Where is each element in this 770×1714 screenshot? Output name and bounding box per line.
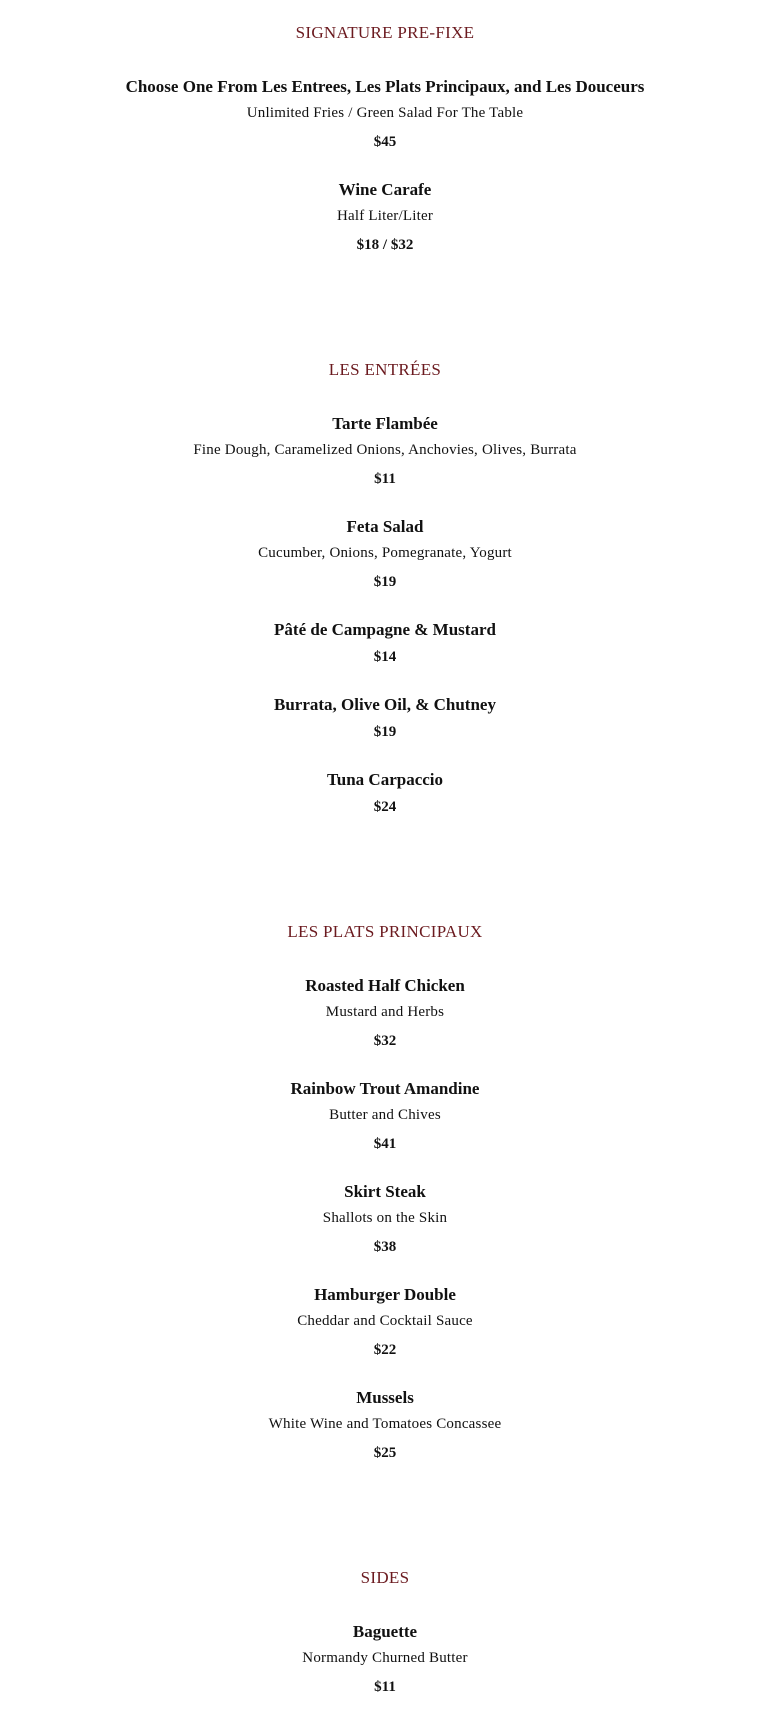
item-price: $11 [374,1679,396,1695]
item-price: $38 [373,1239,397,1255]
menu-item [0,516,770,592]
item-price: $45 [373,134,397,150]
item-description: Normandy Churned Butter [302,1650,468,1666]
menu-item [0,1284,770,1360]
menu-item [0,1621,770,1697]
item-name: Tarte Flambée [332,414,438,433]
item-description: White Wine and Tomatoes Concassee [268,1416,502,1432]
item-price: $18 / $32 [356,237,414,253]
item-description: Cheddar and Cocktail Sauce [297,1313,473,1329]
section-signature-pre-fixe [0,22,770,255]
item-name: Wine Carafe [338,180,432,199]
menu-item [0,179,770,255]
menu-item [0,769,770,817]
item-name: Mussels [356,1388,414,1407]
item-price: $14 [373,649,397,665]
item-description: Fine Dough, Caramelized Onions, Anchovies, Olives, Burrata [193,442,577,458]
item-name: Choose One From Les Entrees, Les Plats Principaux, and Les Douceurs [125,77,645,96]
menu-item [0,1387,770,1463]
section-title: SIDES [360,1568,410,1587]
item-name: Burrata, Olive Oil, & Chutney [274,695,496,714]
item-name: Baguette [352,1622,418,1641]
section-les-plats-principaux [0,921,770,1463]
menu-item [0,975,770,1051]
menu-item [0,413,770,489]
menu-item [0,76,770,152]
item-price: $19 [373,574,397,590]
menu-item [0,1181,770,1257]
section-title: LES PLATS PRINCIPAUX [287,922,483,941]
item-name: Roasted Half Chicken [305,976,465,995]
item-price: $11 [374,471,396,487]
item-description: Cucumber, Onions, Pomegranate, Yogurt [258,545,512,561]
item-description: Unlimited Fries / Green Salad For The Table [246,105,524,121]
section-sides [0,1567,770,1697]
item-price: $25 [373,1445,397,1461]
item-price: $41 [373,1136,397,1152]
item-price: $19 [373,724,397,740]
item-description: Mustard and Herbs [325,1004,445,1020]
item-description: Half Liter/Liter [336,208,434,224]
item-name: Feta Salad [346,517,424,536]
section-title: SIGNATURE PRE-FIXE [295,23,475,42]
item-price: $32 [373,1033,397,1049]
item-name: Rainbow Trout Amandine [290,1079,480,1098]
item-name: Pâté de Campagne & Mustard [274,620,496,639]
menu-item [0,1078,770,1154]
section-title: LES ENTRÉES [328,360,442,379]
menu-item [0,694,770,742]
section-les-entrees [0,359,770,817]
menu-item [0,619,770,667]
item-name: Skirt Steak [344,1182,426,1201]
item-price: $22 [373,1342,397,1358]
item-description: Shallots on the Skin [322,1210,448,1226]
item-name: Tuna Carpaccio [326,770,444,789]
item-name: Hamburger Double [314,1285,456,1304]
item-price: $24 [373,799,397,815]
item-description: Butter and Chives [329,1107,441,1123]
